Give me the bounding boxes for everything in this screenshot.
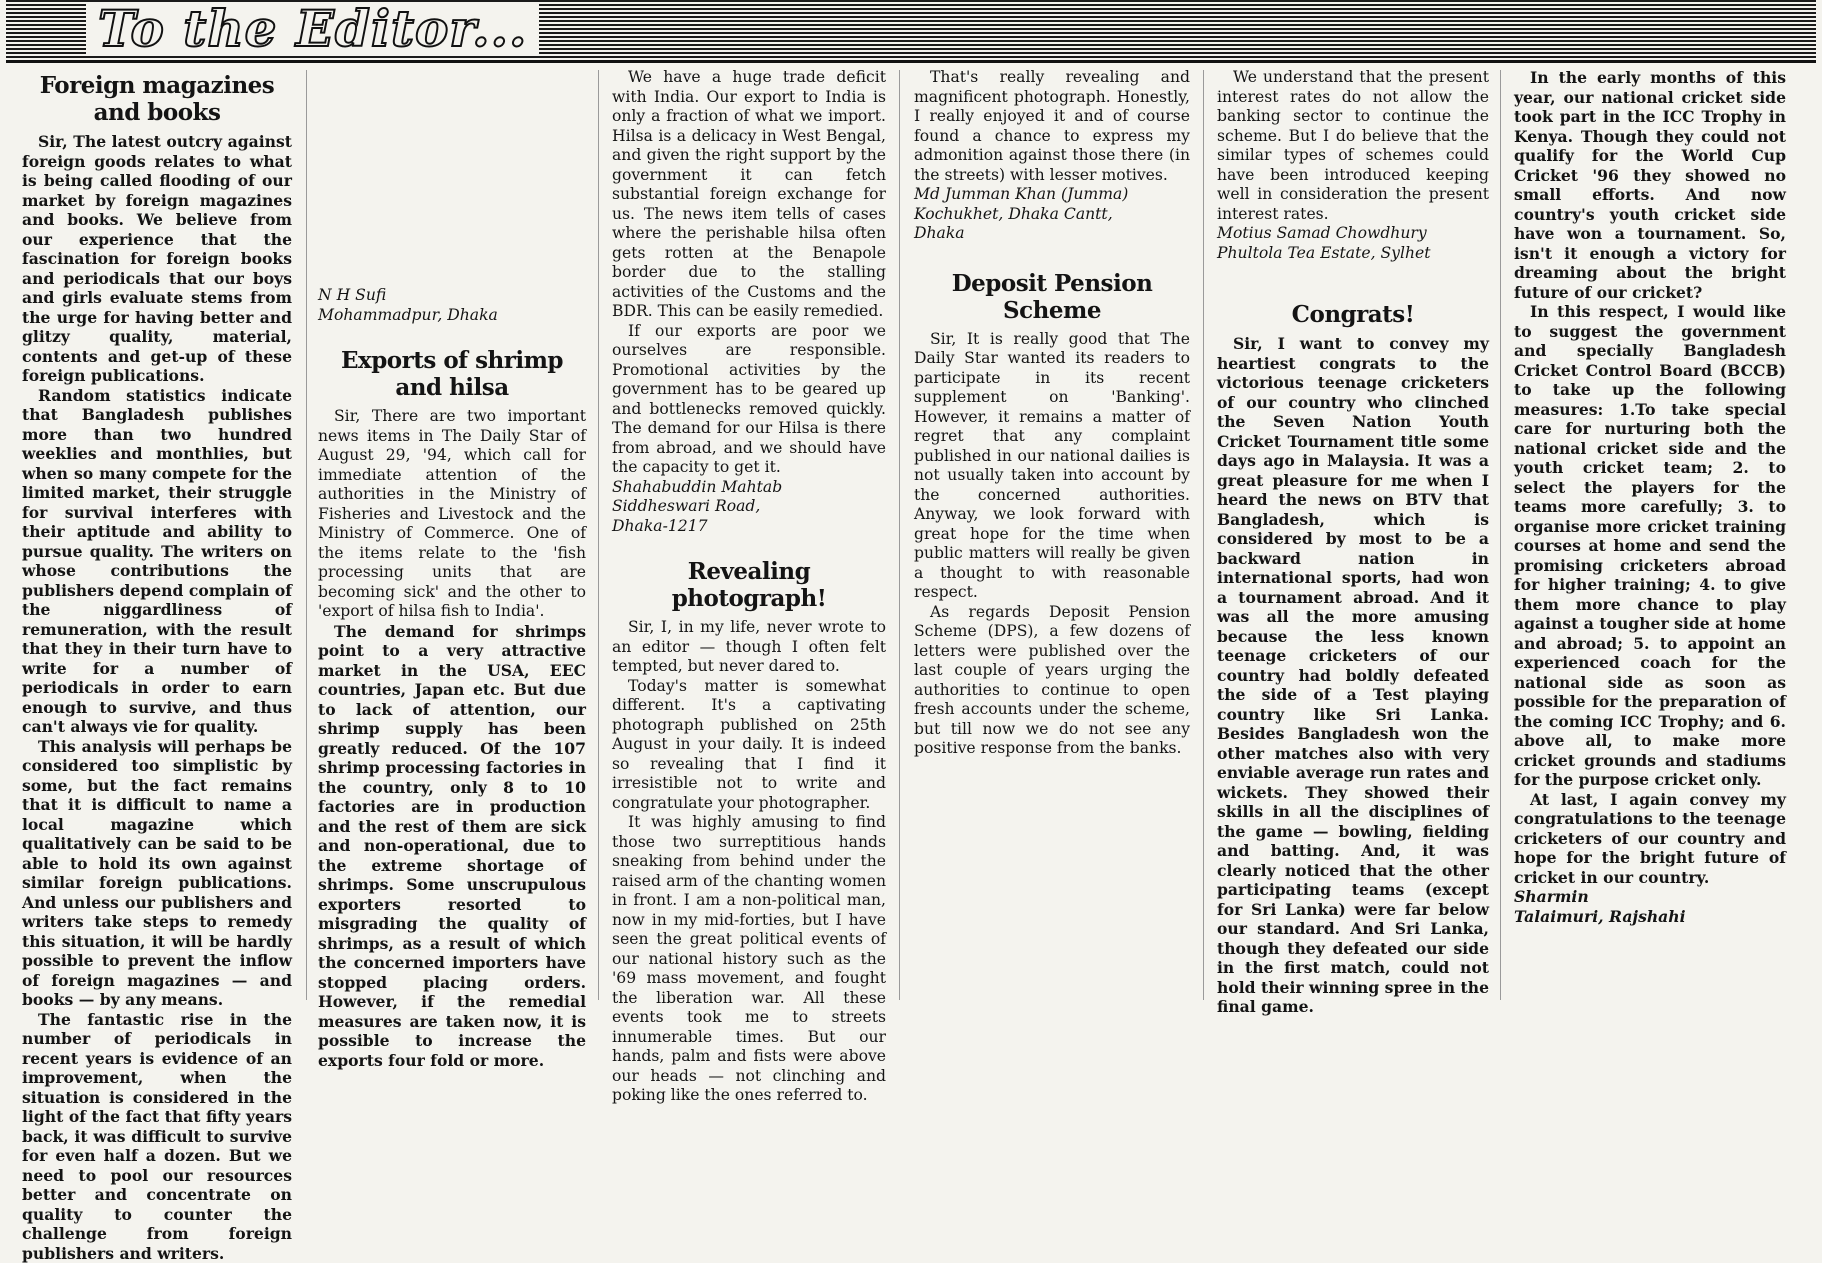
letter-headline-shrimp: Exports of shrimp and hilsa (318, 347, 586, 401)
letter-paragraph: Sir, I want to convey my heartiest congrats to the victorious teenage cricketers of our country who clinched the Seven Nation Youth Cricket Tournament title some days ago in Malaysia. It was a great pleasure for me when I heard the news on BTV that Bangladesh, which is considered by most to be a backward nation in international sports, had won a tournament abroad. And it was all the more amusing because the less known teenage cricketers of our country had boldly defeated the side of a Test playing country like Sri Lanka. Besides Bangladesh won the other matches also with very enviable average run rates and wickets. They showed their skills in all the disciplines of the game — bowling, fielding and batting. And, it was clearly noticed that the other participating teams (except for Sri Lanka) were far below our standard. And Sri Lanka, though they defeated our side in the first match, could not hold their winning spree in the final game. (1217, 334, 1489, 1017)
column-4 (914, 68, 1190, 998)
signature-name: Sharmin (1514, 887, 1786, 907)
signature-name: Shahabuddin Mahtab (612, 478, 886, 498)
letter-paragraph: That's really revealing and magnificent photograph. Honestly, I really enjoyed it and of course found a chance to express my admonition against those there (in the streets) with lesser motives. (914, 68, 1190, 185)
column-5 (1217, 68, 1489, 998)
column-1 (22, 68, 292, 998)
letter-paragraph: At last, I again convey my congratulations to the teenage cricketers of our country and hope for the bright future of cricket in our country. (1514, 790, 1786, 888)
letter-paragraph: If our exports are poor we ourselves are responsible. Promotional activities by the government has to be geared up and bottlenecks removed quickly. The demand for our Hilsa is there from abroad, and we should have the capacity to get it. (612, 322, 886, 478)
masthead (6, 0, 1816, 63)
letter-headline-pension: Deposit Pension Scheme (914, 270, 1190, 324)
letter-paragraph: We understand that the present interest rates do not allow the banking sector to continue the scheme. But I do believe that the similar types of schemes could have been introduced keeping well in consideration the present interest rates. (1217, 68, 1489, 224)
signature-place: Dhaka-1217 (612, 517, 886, 537)
letter-paragraph: Sir, It is really good that The Daily Star wanted its readers to participate in its recent supplement on 'Banking'. However, it remains a matter of regret that any complaint published in our national dailies is not usually taken into account by the concerned authorities. Anyway, we look forward with great hope for the time when public matters will really be given a thought to with reasonable respect. (914, 330, 1190, 603)
signature-place: Phultola Tea Estate, Sylhet (1217, 244, 1489, 264)
signature-place: Kochukhet, Dhaka Cantt, (914, 205, 1190, 225)
letter-paragraph: Random statistics indicate that Bangladesh publishes more than two hundred weeklies and monthlies, but when so many compete for the limited market, their struggle for survival interferes with their aptitude and ability to pursue quality. The writers on whose contributions the publishers depend complain of the niggardliness of remuneration, with the result that they in their turn have to write for a number of periodicals in order to earn enough to survive, and thus can't always vie for quality. (22, 386, 292, 737)
letter-headline-photo: Revealing photograph! (612, 558, 886, 612)
signature-name: Motius Samad Chowdhury (1217, 224, 1489, 244)
column-2-content (318, 68, 586, 998)
signature-name: N H Sufi (318, 286, 586, 306)
letter-paragraph: Sir, The latest outcry against foreign goods relates to what is being called flooding of our market by foreign magazines and books. We believe from our experience that the fascination for foreign books and periodicals that our boys and girls evaluate stems from the urge for having better and glitzy quality, material, contents and get-up of these foreign publications. (22, 132, 292, 386)
letter-paragraph: As regards Deposit Pension Scheme (DPS), a few dozens of letters were published over the last couple of years urging the authorities to continue to open fresh accounts under the scheme, but till now we do not see any positive response from the banks. (914, 603, 1190, 759)
column-3 (612, 68, 886, 998)
letter-paragraph: Today's matter is somewhat different. It's a captivating photograph published on 25th August in your daily. It is indeed so revealing that I find it irresistible not to write and congratulate your photographer. (612, 677, 886, 814)
signature-name: Md Jumman Khan (Jumma) (914, 185, 1190, 205)
letter-paragraph: Sir, There are two important news items in The Daily Star of August 29, '94, which call for immediate attention of the authorities in the Ministry of Fisheries and Livestock and the Ministry of Commerce. One of the items relate to the 'fish processing units that are becoming sick' and the other to 'export of hilsa fish to India'. (318, 407, 586, 622)
letter-headline-congrats: Congrats! (1217, 301, 1489, 328)
letter-paragraph: We have a huge trade deficit with India. Our export to India is only a fraction of what we import. Hilsa is a delicacy in West Bengal, and given the right support by the government it can fetch substantial foreign exchange for us. The news item tells of cases where the perishable hilsa often gets rotten at the Benapole border due to the stalling activities of the Customs and the BDR. This can be easily remedied. (612, 68, 886, 322)
letter-paragraph: It was highly amusing to find those two surreptitious hands sneaking from behind under the raised arm of the chanting women in front. I am a non-political man, now in my mid-forties, but I have seen the great political events of our national history such as the '69 mass movement, and fought the liberation war. All these events took me to streets innumerable times. But our hands, palm and fists were above our heads — not clinching and poking like the ones referred to. (612, 813, 886, 1106)
letter-paragraph: The fantastic rise in the number of periodicals in recent years is evidence of an improvement, when the situation is considered in the light of the fact that fifty years back, it was difficult to survive for even half a dozen. But we need to pool our resources better and concentrate on quality to counter the challenge from foreign publishers and writers. (22, 1010, 292, 1263)
signature-place: Talaimuri, Rajshahi (1514, 907, 1786, 927)
signature-place: Mohammadpur, Dhaka (318, 306, 586, 326)
section-title: To the Editor... (86, 2, 539, 56)
letter-paragraph: The demand for shrimps point to a very attractive market in the USA, EEC countries, Japan etc. But due to lack of attention, our shrimp supply has been greatly reduced. Of the 107 shrimp processing factories in the country, only 8 to 10 factories are in production and the rest of them are sick and non-operational, due to the extreme shortage of shrimps. Some unscrupulous exporters resorted to misgrading the quality of shrimps, as a result of which the concerned importers have stopped placing orders. However, if the remedial measures are taken now, it is possible to increase the exports four fold or more. (318, 622, 586, 1071)
letter-paragraph: This analysis will perhaps be considered too simplistic by some, but the fact remains that it is difficult to name a local magazine which qualitatively can be said to be able to hold its own against similar foreign publications. And unless our publishers and writers take steps to remedy this situation, it will be hardly possible to prevent the inflow of foreign magazines — and books — by any means. (22, 737, 292, 1010)
letter-paragraph: In this respect, I would like to suggest the government and specially Bangladesh Cricket Control Board (BCCB) to take up the following measures: 1.To take special care for nurturing both the national cricket side and the youth cricket team; 2. to select the players for the teams more carefully; 3. to organise more cricket training courses at home and send the promising cricketers abroad for higher training; 4. to give them more chance to play against a tougher side at home and abroad; 5. to appoint an experienced coach for the national side as soon as possible for the preparation of the coming ICC Trophy; and 6. above all, to make more cricket grounds and stadiums for the purpose cricket only. (1514, 302, 1786, 790)
letter-paragraph: In the early months of this year, our national cricket side took part in the ICC Trophy in Kenya. Though they could not qualify for the World Cup Cricket '96 they showed no small efforts. And now country's youth cricket side have won a tournament. So, isn't it enough a victory for dreaming about the bright future of our cricket? (1514, 68, 1786, 302)
column-2-top-fill (318, 68, 586, 286)
column-6 (1514, 68, 1786, 998)
letter-headline-foreign: Foreign magazines and books (22, 72, 292, 126)
letters-columns (0, 68, 1822, 1003)
signature-place: Dhaka (914, 224, 1190, 244)
letter-paragraph: Sir, I, in my life, never wrote to an editor — though I often felt tempted, but never dared to. (612, 618, 886, 677)
signature-place: Siddheswari Road, (612, 497, 886, 517)
